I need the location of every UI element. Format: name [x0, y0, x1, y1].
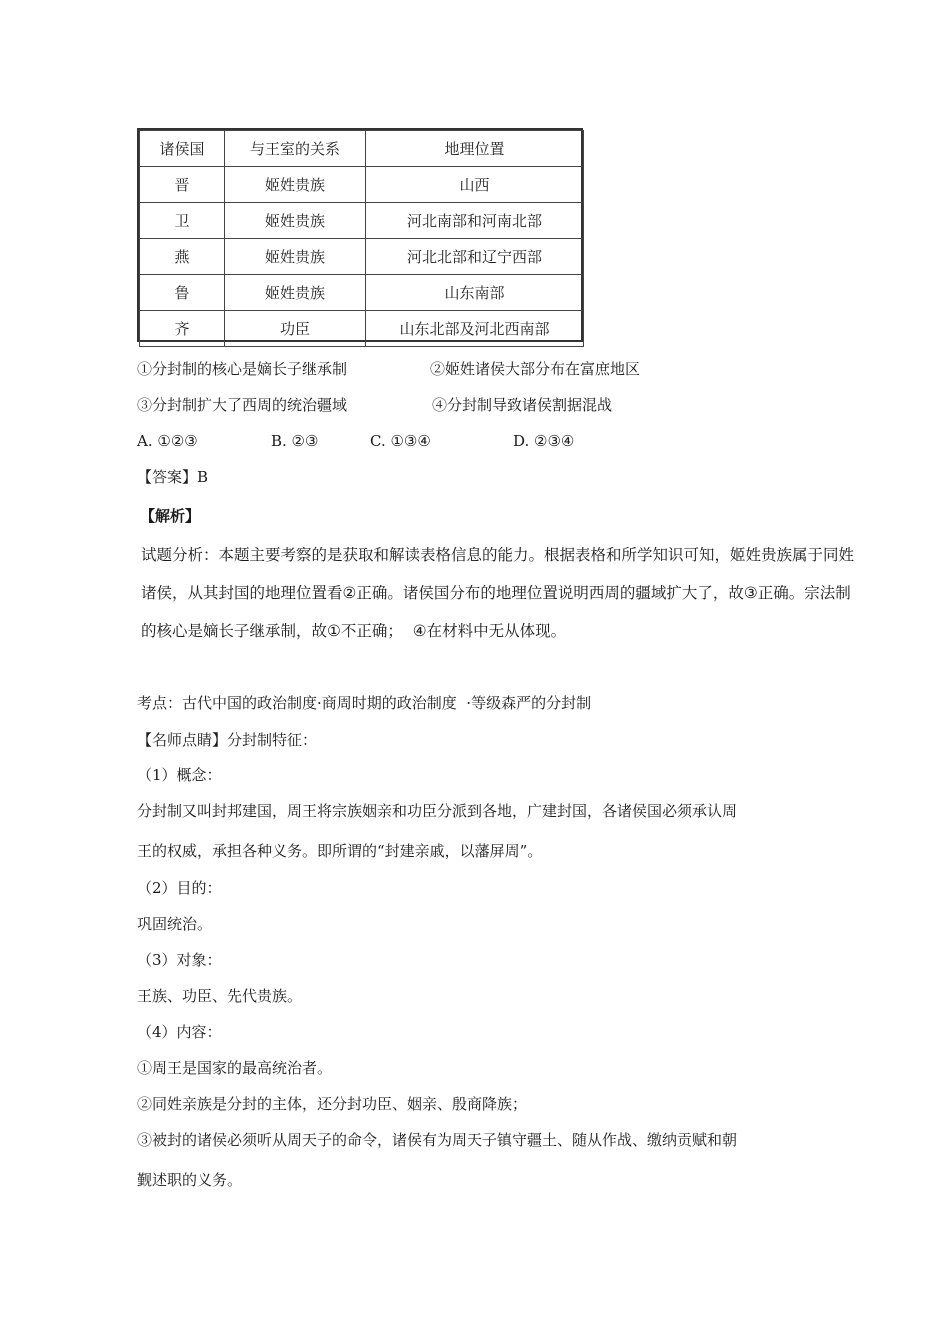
analysis-line-3: 的核心是嫡长子继承制，故①不正确； ④在材料中无从体现。 — [141, 622, 567, 640]
concept-line-2: 王的权威，承担各种义务。即所谓的“封建亲戚，以藩屏周”。 — [137, 842, 543, 860]
cell-relation: 姬姓贵族 — [225, 203, 366, 239]
analysis-line-2: 诸侯，从其封国的地理位置看②正确。诸侯国分布的地理位置说明西周的疆域扩大了，故③正确。宗法制 — [141, 584, 851, 602]
table-row — [140, 275, 584, 311]
cell-location: 河北北部和辽宁西部 — [366, 239, 584, 275]
header-location: 地理位置 — [366, 131, 584, 167]
cell-state: 鲁 — [140, 275, 225, 311]
statement-4: ④分封制导致诸侯割据混战 — [432, 396, 613, 414]
cell-relation: 姬姓贵族 — [225, 239, 366, 275]
content-item-3-line-2: 觐述职的义务。 — [137, 1171, 243, 1189]
content-label: （4）内容： — [137, 1023, 222, 1041]
cell-state: 晋 — [140, 167, 225, 203]
cell-location: 河北南部和河南北部 — [366, 203, 584, 239]
kaodian-line: 考点：古代中国的政治制度·商周时期的政治制度 ·等级森严的分封制 — [137, 694, 592, 712]
feudal-states-table — [137, 128, 583, 342]
cell-state: 齐 — [140, 311, 225, 347]
statement-1: ①分封制的核心是嫡长子继承制 — [137, 360, 348, 378]
cell-location: 山东南部 — [366, 275, 584, 311]
option-b: B. ②③ — [271, 432, 319, 450]
cell-location: 山西 — [366, 167, 584, 203]
table-row — [140, 311, 584, 347]
concept-label: （1）概念： — [137, 766, 222, 784]
cell-relation: 姬姓贵族 — [225, 167, 366, 203]
purpose-text: 巩固统治。 — [137, 915, 213, 933]
table-row — [140, 203, 584, 239]
option-d: D. ②③④ — [513, 432, 575, 450]
content-item-2: ②同姓亲族是分封的主体，还分封功臣、姻亲、殷商降族； — [137, 1095, 528, 1113]
analysis-line-1: 试题分析：本题主要考察的是获取和解读表格信息的能力。根据表格和所学知识可知，姬姓贵族属于同姓 — [141, 546, 855, 564]
table-row — [140, 239, 584, 275]
target-label: （3）对象： — [137, 951, 222, 969]
header-relation: 与王室的关系 — [225, 131, 366, 167]
cell-state: 卫 — [140, 203, 225, 239]
cell-relation: 姬姓贵族 — [225, 275, 366, 311]
target-text: 王族、功臣、先代贵族。 — [137, 987, 303, 1005]
feudal-table — [139, 130, 584, 347]
content-item-3-line-1: ③被封的诸侯必须听从周天子的命令，诸侯有为周天子镇守疆土、随从作战、缴纳贡赋和朝 — [137, 1131, 738, 1149]
cell-relation: 功臣 — [225, 311, 366, 347]
purpose-label: （2）目的： — [137, 879, 222, 897]
answer-line: 【答案】B — [137, 468, 209, 486]
cell-location: 山东北部及河北西南部 — [366, 311, 584, 347]
option-c: C. ①③④ — [370, 432, 431, 450]
analysis-heading: 【解析】 — [140, 507, 201, 525]
concept-line-1: 分封制又叫封邦建国，周王将宗族姻亲和功臣分派到各地，广建封国，各诸侯国必须承认周 — [137, 802, 738, 820]
table-header-row — [140, 131, 584, 167]
table-row — [140, 167, 584, 203]
cell-state: 燕 — [140, 239, 225, 275]
option-a: A. ①②③ — [137, 432, 198, 450]
statement-2: ②姬姓诸侯大部分布在富庶地区 — [430, 360, 641, 378]
header-state: 诸侯国 — [140, 131, 225, 167]
statement-3: ③分封制扩大了西周的统治疆域 — [137, 396, 348, 414]
content-item-1: ①周王是国家的最高统治者。 — [137, 1059, 333, 1077]
tips-heading: 【名师点睛】分封制特征： — [137, 731, 318, 749]
